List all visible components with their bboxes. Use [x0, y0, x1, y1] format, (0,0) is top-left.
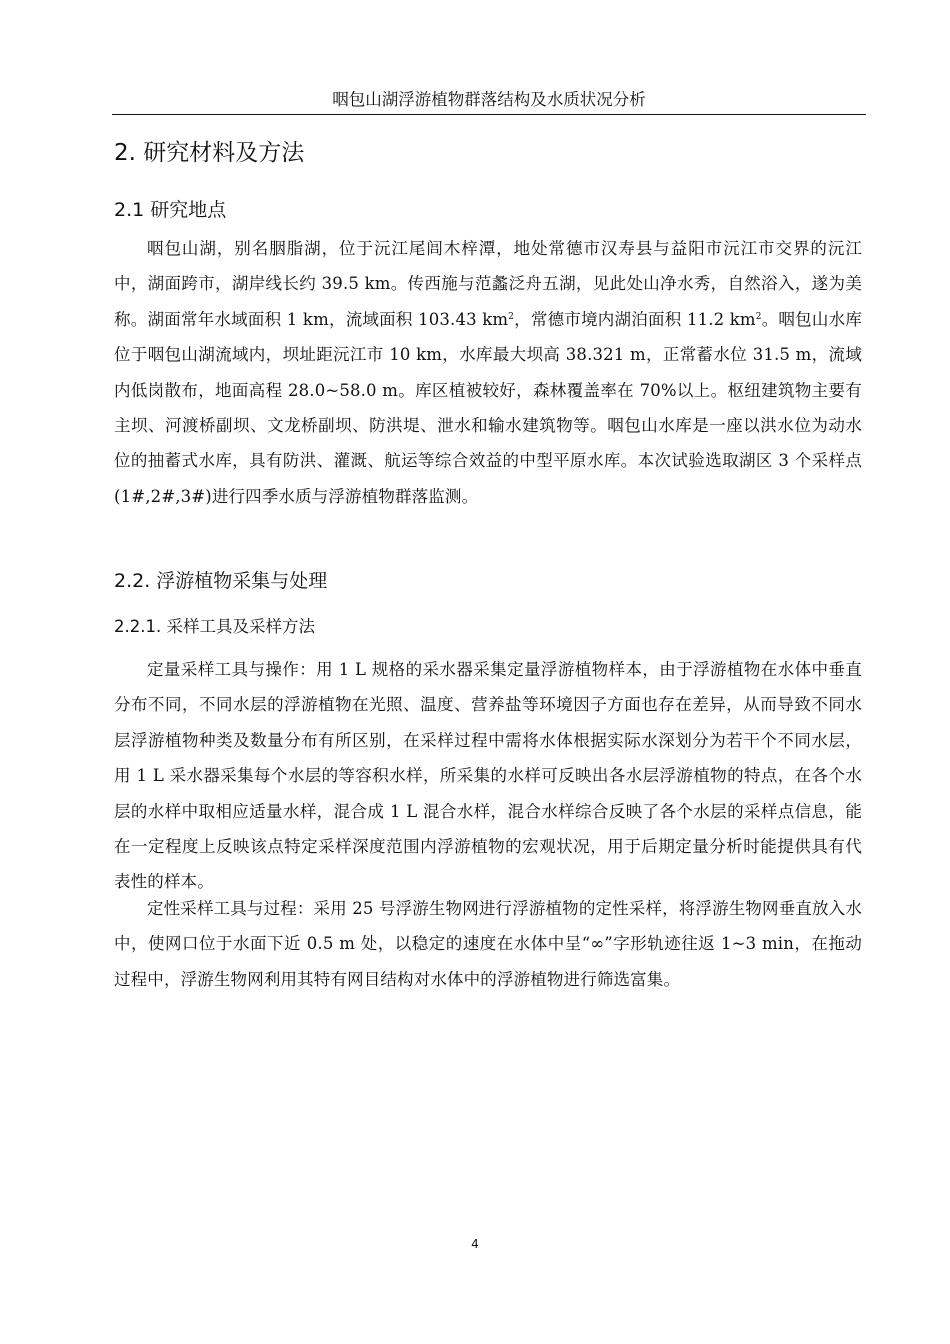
paragraph-study-site-part-1: 咽包山湖，别名胭脂湖，位于沅江尾闾木梓潭，地处常德市汉寿县与益阳市沅江市交界的沅江中，湖面跨市，湖岸线长约 39.5 km。传西施与范蠡泛舟五湖，见此处山净水秀，自然浴入，遂为美称。湖面常年水域面积 1 km，流域面积 103.43 km [114, 239, 862, 329]
section-heading: 2. 研究材料及方法 [114, 140, 305, 166]
superscript-square: 2 [508, 311, 515, 322]
paragraph-study-site [114, 231, 862, 514]
paragraph-study-site-part-3: 。咽包山水库位于咽包山湖流域内，坝址距沅江市 10 km，水库最大坝高 38.321 m，正常蓄水位 31.5 m，流域内低岗散布，地面高程 28.0~58.0 m。库区植被较好，森林覆盖率在 70%以上。枢纽建筑物主要有主坝、河渡桥副坝、文龙桥副坝、防洪堤、泄水和输水建筑物等。咽包山水库是一座以洪水位为动水位的抽蓄式水库，具有防洪、灌溉、航运等综合效益的中型平原水库。本次试验选取湖区 3 个采样点(1#,2#,3#)进行四季水质与浮游植物群落监测。 [114, 309, 863, 506]
subsection-heading-2-1: 2.1 研究地点 [114, 199, 227, 221]
running-header: 咽包山湖浮游植物群落结构及水质状况分析 [332, 90, 646, 109]
superscript-square: 2 [755, 311, 762, 322]
subsection-heading-2-2: 2.2. 浮游植物采集与处理 [114, 570, 328, 592]
paragraph-qualitative-sampling: 定性采样工具与过程：采用 25 号浮游生物网进行浮游植物的定性采样，将浮游生物网垂直放入水中，使网口位于水面下近 0.5 m 处，以稳定的速度在水体中呈“∞”字形轨迹往返 1~3 min，在拖动过程中，浮游生物网利用其特有网目结构对水体中的浮游植物进行筛选富集。 [114, 899, 862, 989]
subsubsection-heading-2-2-1: 2.2.1. 采样工具及采样方法 [114, 617, 315, 636]
header-rule [112, 114, 866, 115]
page-number: 4 [471, 1237, 479, 1251]
paragraph-study-site-part-2: ，常德市境内湖泊面积 11.2 km [514, 309, 756, 329]
paragraph-quantitative-sampling: 定量采样工具与操作：用 1 L 规格的采水器采集定量浮游植物样本，由于浮游植物在水体中垂直分布不同，不同水层的浮游植物在光照、温度、营养盐等环境因子方面也存在差异，从而导致不同水层浮游植物种类及数量分布有所区别，在采样过程中需将水体根据实际水深划分为若干个不同水层，用 1 L 采水器采集每个水层的等容积水样，所采集的水样可反映出各水层浮游植物的特点，在各个水层的水样中取相应适量水样，混合成 1 L 混合水样，混合水样综合反映了各个水层的采样点信息，能在一定程度上反映该点特定采样深度范围内浮游植物的宏观状况，用于后期定量分析时能提供具有代表性的样本。 [114, 660, 862, 892]
